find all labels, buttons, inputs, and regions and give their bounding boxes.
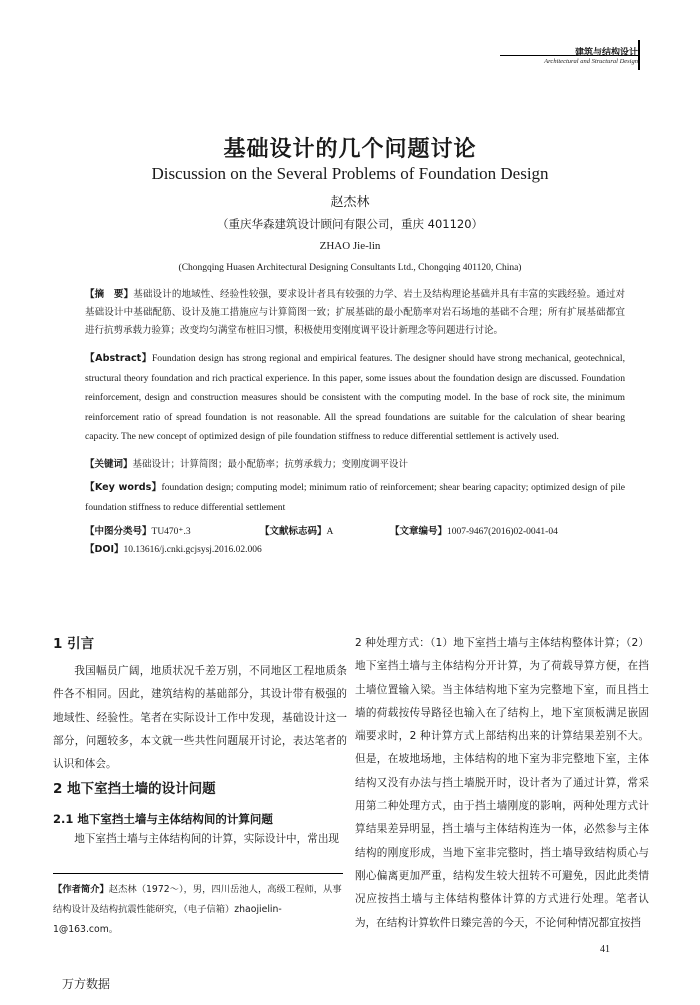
article-title-en: Discussion on the Several Problems of Foundation Design — [151, 164, 549, 183]
section-2-1-paragraph — [53, 828, 347, 851]
journal-section-cn: 建筑与结构设计 — [574, 48, 638, 58]
document-code — [260, 523, 333, 537]
author-name-en: ZHAO Jie-lin — [319, 240, 381, 252]
keywords-cn — [85, 456, 625, 474]
article-title-cn: 基础设计的几个问题讨论 — [223, 137, 477, 162]
section-1-text: 我国幅员广阔，地质状况千差万别，不同地区工程地质条件各不相同。因此，建筑结构的基础部分，其设计带有极强的地域性、经验性。笔者在实际设计工作中发现，基础设计这一部分，问题较多，本文就一些共性问题展开讨论，表达笔者的认识和体会。 — [53, 665, 347, 771]
right-column-paragraph — [355, 632, 649, 935]
clc-label: 【中图分类号】 — [85, 526, 152, 537]
section-2-heading: 2 地下室挡土墙的设计问题 — [53, 781, 216, 797]
author-name-cn: 赵杰林 — [330, 195, 370, 210]
abstract-en-text: Foundation design has strong regional and empirical features. The designer should have strong mechanical, geotechnical, structural theory foundation and rich practical experience. In this paper, some issues about the foundation design are discussed. Foundation reinforcement, design and construction measures should be consistent with the computing model. In the base of rock site, the minimum reinforcement ratio of spread foundation is not reasonable. All the spread foundations are suitable for the calculation of shear bearing capacity. The new concept of optimized design of pile foundation stiffness to reduce differential settlement is actively used. — [85, 353, 625, 442]
keywords-cn-text: 基础设计；计算简图；最小配筋率；抗剪承载力；变刚度调平设计 — [132, 459, 409, 470]
footnote-rule — [53, 873, 343, 874]
journal-section-en: Architectural and Structural Design — [544, 58, 638, 65]
clc-number — [85, 523, 191, 537]
abstract-en — [85, 349, 625, 447]
section-1-paragraph — [53, 660, 347, 776]
section-2-1-text: 地下室挡土墙与主体结构间的计算，实际设计中，常出现 — [74, 833, 340, 845]
footnote-label: 【作者简介】 — [53, 884, 109, 895]
abstract-en-label: 【Abstract】 — [85, 353, 152, 364]
author-footnote — [53, 880, 343, 940]
abstract-cn-label: 【摘 要】 — [85, 289, 134, 300]
keywords-en-label: 【Key words】 — [85, 482, 162, 493]
doc-code-value: A — [326, 527, 334, 537]
keywords-en — [85, 478, 625, 517]
watermark: 万方数据 — [62, 977, 111, 991]
doi-value: 10.13616/j.cnki.gcjsysj.2016.02.006 — [123, 545, 262, 555]
affiliation-en: (Chongqing Huasen Architectural Designing Consultants Ltd., Chongqing 401120, China) — [178, 263, 522, 273]
abstract-cn-text: 基础设计的地域性、经验性较强，要求设计者具有较强的力学、岩土及结构理论基础并具有丰富的实践经验。通过对基础设计中基础配筋、设计及施工措施应与计算简图一致；扩展基础的最小配筋率对岩石场地的基础不合理；所有扩展基础都宜进行抗剪承载力验算；改变均匀满堂布桩旧习惯，积极使用变刚度调平设计新理念等问题进行讨论。 — [85, 289, 625, 336]
page-number: 41 — [600, 944, 610, 955]
article-no-value: 1007-9467(2016)02-0041-04 — [447, 527, 558, 537]
clc-value: TU470⁺.3 — [151, 527, 191, 537]
footnote-text: 赵杰林（1972～），男，四川岳池人，高级工程师，从事结构设计及结构抗震性能研究，（电子信箱）zhaojielin-1@163.com。 — [53, 884, 342, 935]
section-2-1-heading: 2.1 地下室挡土墙与主体结构间的计算问题 — [53, 812, 273, 826]
article-number — [390, 523, 558, 537]
article-no-label: 【文章编号】 — [390, 526, 448, 537]
abstract-cn — [85, 286, 625, 340]
section-1-heading: 1 引言 — [53, 636, 95, 652]
keywords-en-text: foundation design; computing model; minimum ratio of reinforcement; shear bearing capacity; optimized design of pile foundation stiffness to reduce differential settlement — [85, 482, 625, 513]
right-column-text: 2 种处理方式：（1）地下室挡土墙与主体结构整体计算；（2）地下室挡土墙与主体结构分开计算，为了荷载导算方便，在挡土墙位置输入梁。当主体结构地下室为完整地下室，而且挡土墙的荷载按传导路径也输入在了结构上，地下室顶板满足嵌固端要求时，2 种计算方式上部结构出来的计算结果差别不大。但是，在坡地场地，主体结构的地下室为非完整地下室，主体结构又没有办法与挡土墙脱开时，设计者为了通过计算，常采用第二种处理方式，由于挡土墙刚度的影响，两种处理方式计算结果差异明显，挡土墙与主体结构连为一体，必然参与主体结构的刚度形成，当地下室非完整时，挡土墙导致结构质心与刚心偏离更加严重，结构发生较大扭转不可避免，因此此类情况应按挡土墙与主体结构整体计算的方式进行处理。笔者认为，在结构计算软件日臻完善的今天，不论何种情况都宜按挡 — [355, 637, 649, 929]
affiliation-cn: （重庆华森建筑设计顾问有限公司，重庆 401120） — [216, 217, 484, 231]
doi-label: 【DOI】 — [85, 544, 124, 555]
keywords-cn-label: 【关键词】 — [85, 459, 133, 470]
doi-row — [85, 541, 262, 555]
doc-code-label: 【文献标志码】 — [260, 526, 327, 537]
